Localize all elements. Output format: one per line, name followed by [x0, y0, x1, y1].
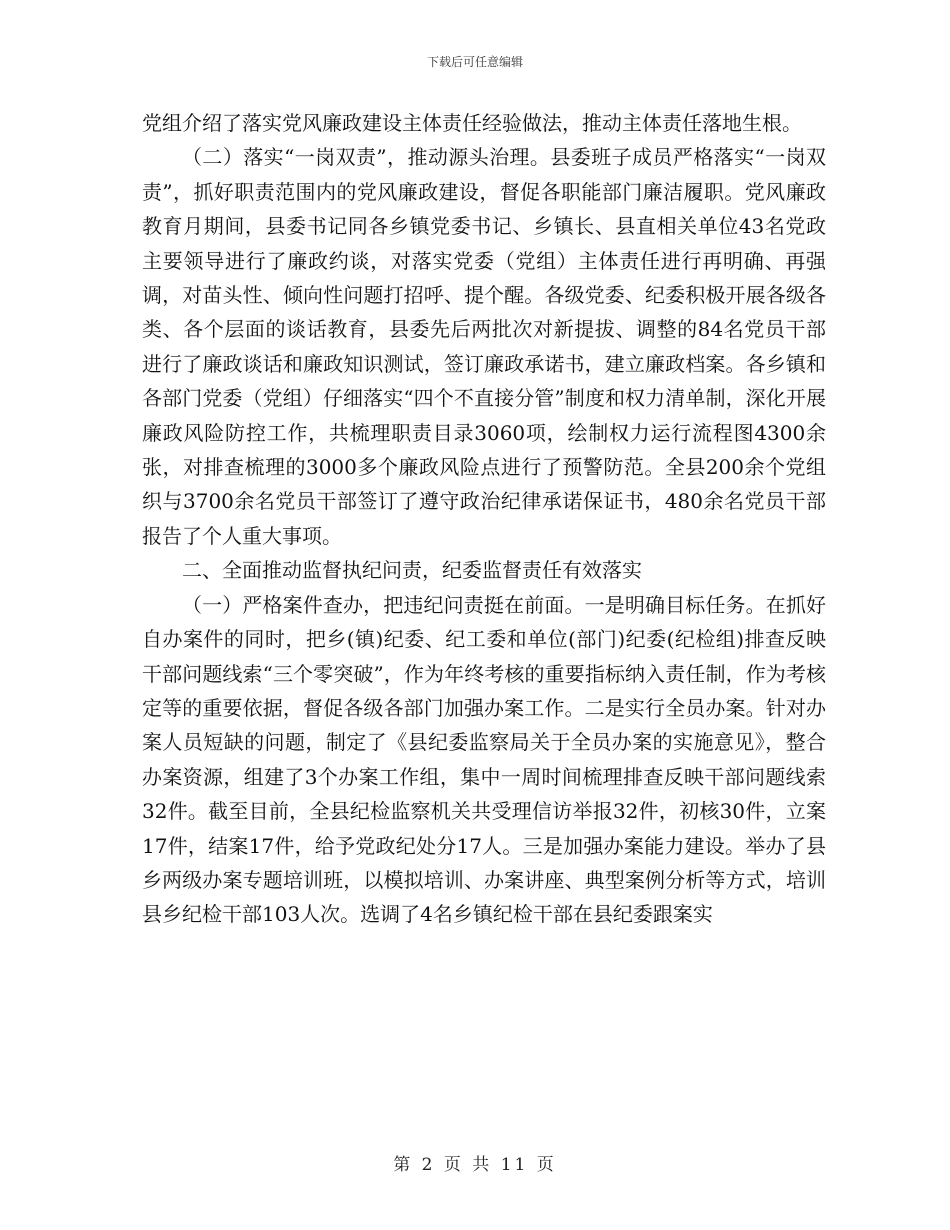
section-heading-supervision: 二、全面推动监督执纪问责，纪委监督责任有效落实: [182, 558, 642, 583]
paragraph-continuation: 党组介绍了落实党风廉政建设主体责任经验做法，推动主体责任落地生根。: [142, 111, 802, 135]
paragraph-yigang-shuangze: （二）落实“一岗双责”，推动源头治理。县委班子成员严格落实“一岗双责”，抓好职责范围内的党风廉政建设，督促各职能部门廉洁履职。党风廉政教育月期间，县委书记同各乡镇党委书记、乡镇长、县直相关单位43名党政主要领导进行了廉政约谈，对落实党委（党组）主体责任进行再明确、再强调，对苗头性、倾向性问题打招呼、提个醒。各级党委、纪委积极开展各级各类、各个层面的谈话教育，县委先后两批次对新提拔、调整的84名党员干部进行了廉政谈话和廉政知识测试，签订廉政承诺书，建立廉政档案。各乡镇和各部门党委（党组）仔细落实“四个不直接分管”制度和权力清单制，深化开展廉政风险防控工作，共梳理职责目录3060项，绘制权力运行流程图4300余张，对排查梳理的3000多个廉政风险点进行了预警防范。全县200余个党组织与3700余名党员干部签订了遵守政治纪律承诺保证书，480余名党员干部报告了个人重大事项。: [142, 145, 826, 548]
paragraph-case-handling: （一）严格案件查办，把违纪问责挺在前面。一是明确目标任务。在抓好自办案件的同时，把乡(镇)纪委、纪工委和单位(部门)纪委(纪检组)排查反映干部问题线索“三个零突破”，作为年终考核的重要指标纳入责任制，作为考核定等的重要依据，督促各级各部门加强办案工作。二是实行全员办案。针对办案人员短缺的问题，制定了《县纪委监察局关于全员办案的实施意见》，整合办案资源，组建了3个办案工作组，集中一周时间梳理排查反映干部问题线索32件。截至目前，全县纪检监察机关共受理信访举报32件，初核30件，立案17件，结案17件，给予党政纪处分17人。三是加强办案能力建设。举办了县乡两级办案专题培训班，以模拟培训、办案讲座、典型案例分析等方式，培训县乡纪检干部103人次。选调了4名乡镇纪检干部在县纪委跟案实: [142, 592, 826, 927]
page-number: 第 2 页 共 11 页: [393, 1155, 557, 1175]
page-header: 下载后可任意编辑: [426, 55, 523, 69]
document-body: [142, 106, 826, 932]
